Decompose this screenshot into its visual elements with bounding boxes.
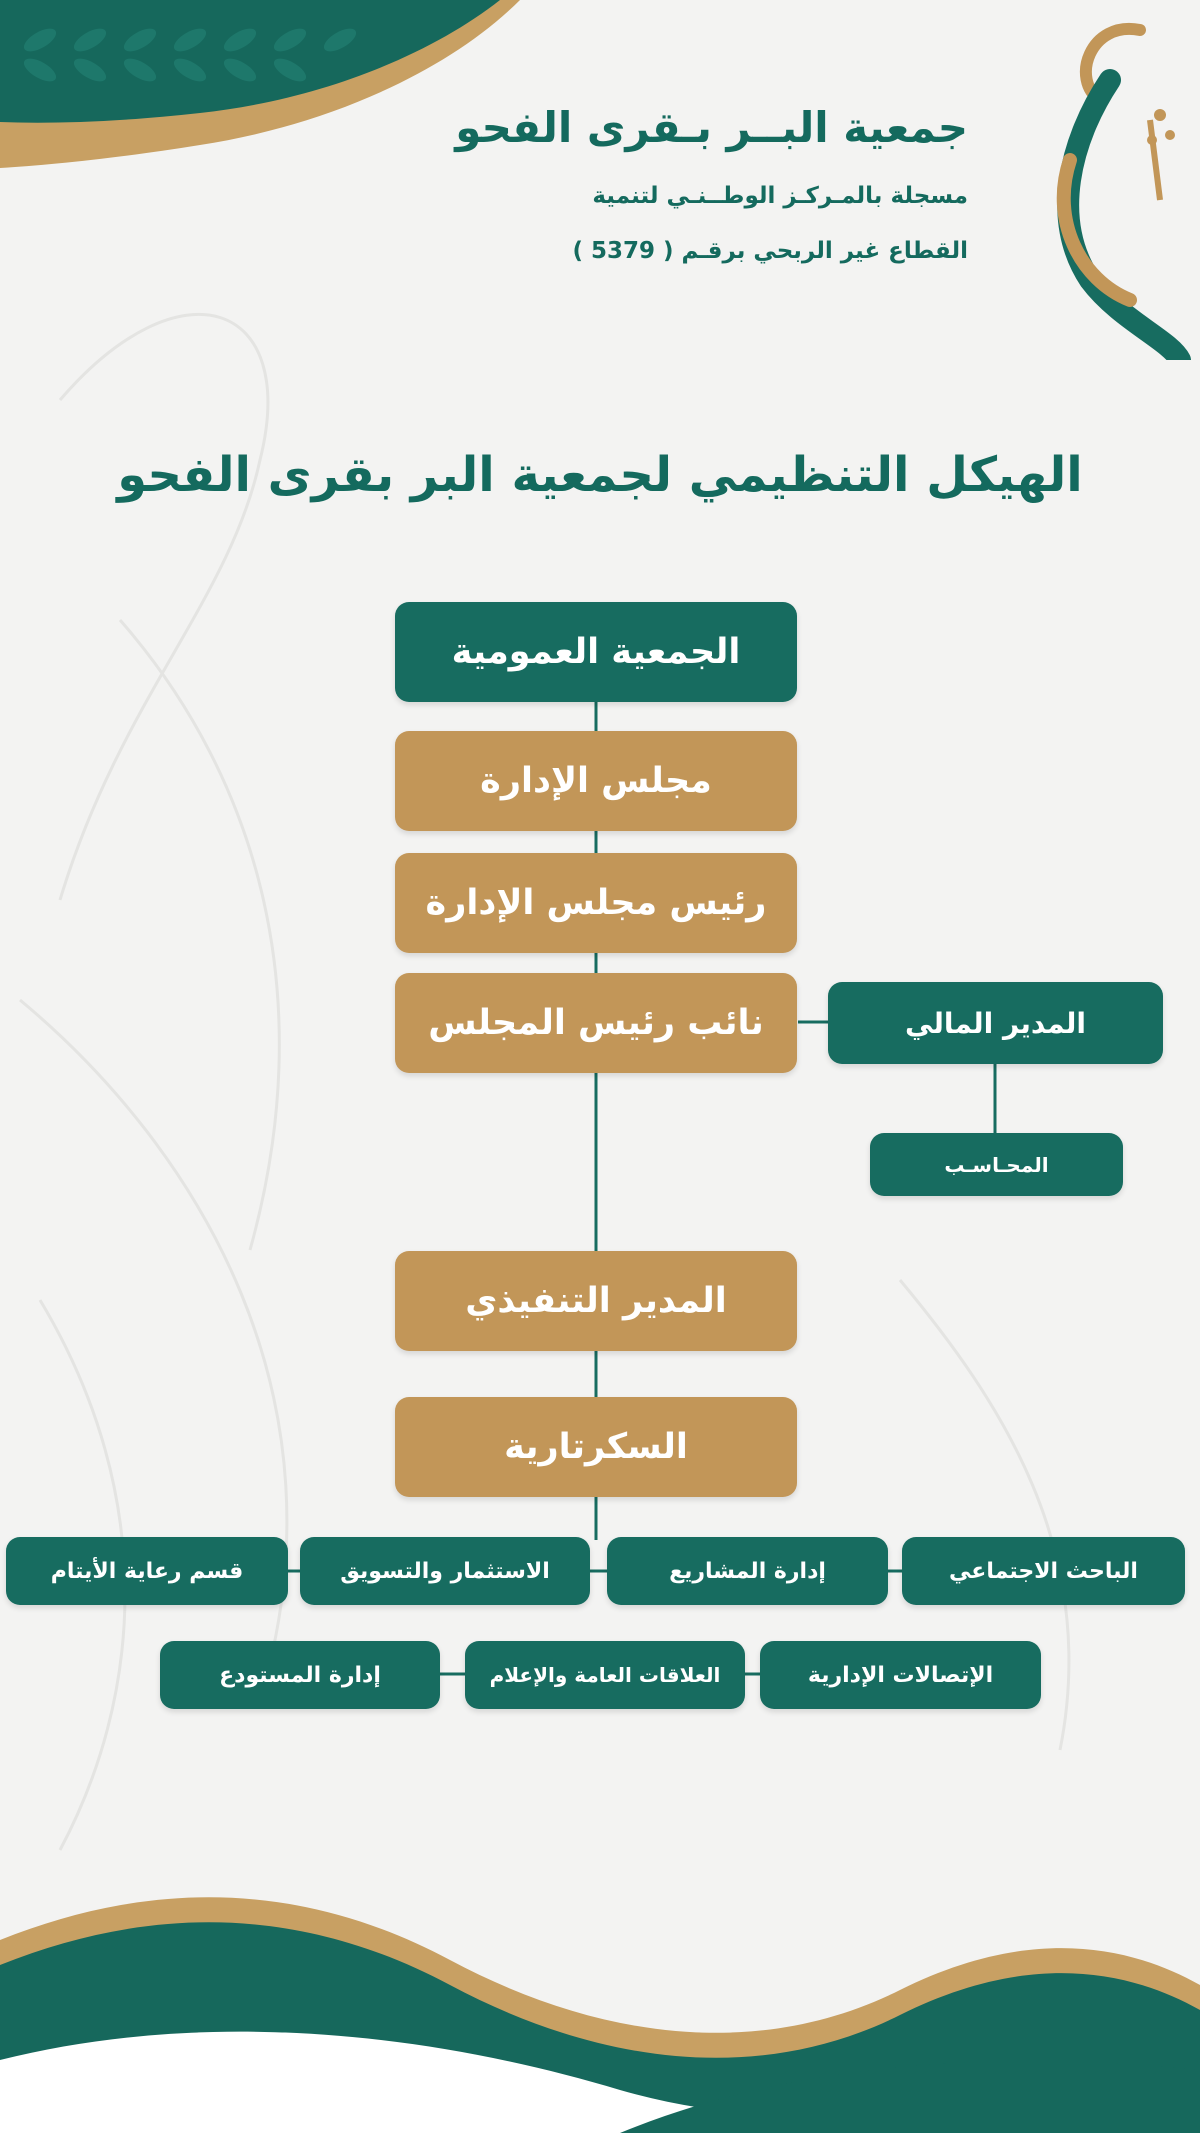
registration-line-1: مسجلة بالمـركـز الوطــنـي لتنمية [592, 183, 968, 209]
board-box: مجلس الإدارة [395, 731, 797, 831]
chart-title: الهيكل التنظيمي لجمعية البر بقرى الفحو [117, 447, 1083, 503]
secretariat-box: السكرتارية [395, 1397, 797, 1497]
department-box: إدارة المشاريع [607, 1537, 888, 1605]
registration-line-2: القطاع غير الربحي برقـم ( 5379 ) [572, 238, 968, 264]
accountant-box: المحـاسـب [870, 1133, 1123, 1196]
department-box: الباحث الاجتماعي [902, 1537, 1185, 1605]
general-assembly-box: الجمعية العمومية [395, 602, 797, 702]
organization-name: جمعية البــر بـقرى الفحو [455, 103, 968, 152]
department-box: الاستثمار والتسويق [300, 1537, 590, 1605]
department-box: إدارة المستودع [160, 1641, 440, 1709]
financial-manager-box: المدير المالي [828, 982, 1163, 1064]
department-box: الإتصالات الإدارية [760, 1641, 1041, 1709]
board-chairman-box: رئيس مجلس الإدارة [395, 853, 797, 953]
executive-director-box: المدير التنفيذي [395, 1251, 797, 1351]
department-box: العلاقات العامة والإعلام [465, 1641, 745, 1709]
vice-chairman-box: نائب رئيس المجلس [395, 973, 797, 1073]
department-box: قسم رعاية الأيتام [6, 1537, 288, 1605]
